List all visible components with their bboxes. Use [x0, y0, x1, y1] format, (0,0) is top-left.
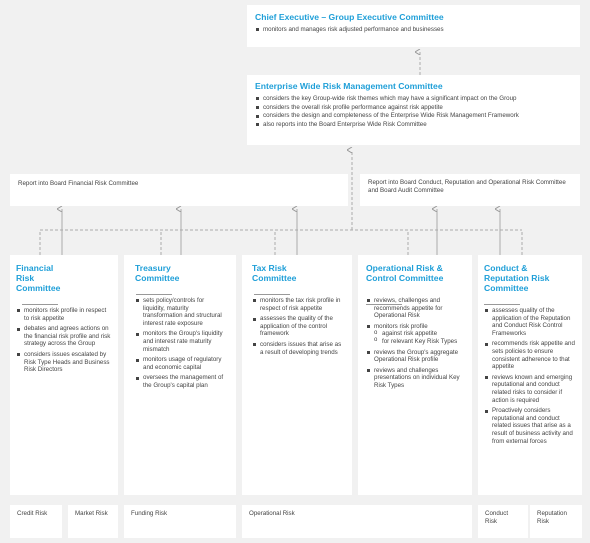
committee-item: oversees the management of the Group's capital plan: [135, 374, 226, 389]
financial-risk-committee-list: [16, 307, 112, 374]
category-market-risk: Market Risk: [68, 505, 118, 538]
committee-item: reviews known and emerging reputational and conduct related risks to consider if action is required: [484, 374, 576, 404]
report-conduct-text: Report into Board Conduct, Reputation and Operational Risk Committee and Board Audit Committee: [368, 179, 566, 194]
operational-risk-control-committee-box: [358, 255, 472, 495]
committee-item: monitors risk profile in respect to risk appetite: [16, 307, 112, 322]
category-reputation-risk: Reputation Risk: [530, 505, 582, 538]
committee-item: Proactively considers reputational and conduct related issues that arise as a result of business activity and from external forces: [484, 407, 576, 445]
conduct-reputation-risk-committee-title: Conduct & Reputation Risk Committee: [484, 263, 550, 293]
committee-item: monitors the Group's liquidity and interest rate maturity mismatch: [135, 330, 226, 353]
treasury-committee-box: [124, 255, 236, 495]
ewrmc-item: considers the overall risk profile performance against risk appetite: [255, 104, 572, 112]
tax-risk-committee-box: [242, 255, 352, 495]
report-conduct-box: [360, 174, 580, 206]
treasury-committee-list: [135, 297, 226, 390]
category-operational-risk: Operational Risk: [242, 505, 472, 538]
sub-item: o for relevant Key Risk Types: [374, 338, 464, 346]
chief-executive-title: Chief Executive – Group Executive Committee: [255, 12, 444, 22]
committee-item: considers issues escalated by Risk Type Heads and Business Risk Directors: [16, 351, 112, 374]
committee-item: considers issues that arise as a result of developing trends: [252, 341, 342, 356]
ewrmc-title: Enterprise Wide Risk Management Committee: [255, 81, 443, 91]
operational-risk-control-committee-list: [366, 297, 464, 390]
committee-item: reviews the Group's aggregate Operational Risk profile: [366, 349, 464, 364]
committee-item: sets policy/controls for liquidity, maturity transformation and structural interest rate exposure: [135, 297, 226, 327]
financial-risk-committee-title: Financial Risk Committee: [16, 263, 61, 293]
category-funding-risk: Funding Risk: [124, 505, 236, 538]
treasury-committee-title: Treasury Committee: [135, 263, 180, 283]
ewrmc-item: considers the design and completeness of the Enterprise Wide Risk Management Framework: [255, 112, 572, 120]
ewrmc-list: [255, 95, 572, 128]
chief-executive-box: [247, 5, 580, 47]
committee-item: [366, 323, 464, 346]
title-divider: [22, 304, 58, 305]
committee-item: assesses the quality of the application of the control framework: [252, 315, 342, 338]
conduct-reputation-risk-committee-list: [484, 307, 576, 445]
title-divider: [254, 294, 290, 295]
ewrmc-box: [247, 75, 580, 145]
category-credit-risk: Credit Risk: [10, 505, 62, 538]
committee-item: monitors the tax risk profile in respect of risk appetite: [252, 297, 342, 312]
title-divider: [136, 294, 172, 295]
chief-executive-list: [255, 26, 572, 34]
report-financial-box: [10, 174, 348, 206]
tax-risk-committee-list: [252, 297, 342, 356]
committee-item-text: monitors risk profile: [374, 322, 428, 330]
committee-item: reviews, challenges and recommends appetite for Operational Risk: [366, 297, 464, 320]
category-conduct-risk: Conduct Risk: [478, 505, 528, 538]
report-financial-text: Report into Board Financial Risk Committee: [18, 180, 139, 187]
operational-risk-control-committee-title: Operational Risk & Control Committee: [366, 263, 444, 283]
financial-risk-committee-box: [10, 255, 118, 495]
sub-list: [374, 330, 464, 345]
conduct-reputation-risk-committee-box: [478, 255, 582, 495]
committee-item: monitors usage of regulatory and economic capital: [135, 356, 226, 371]
tax-risk-committee-title: Tax Risk Committee: [252, 263, 297, 283]
committee-item: debates and agrees actions on the financial risk profile and risk strategy across the Group: [16, 325, 112, 348]
committee-item: recommends risk appetite and sets policies to ensure consistent adherence to that appetite: [484, 340, 576, 370]
title-divider: [484, 304, 520, 305]
ewrmc-item: considers the key Group-wide risk themes which may have a significant impact on the Group: [255, 95, 572, 103]
chief-executive-item: monitors and manages risk adjusted performance and businesses: [255, 26, 572, 34]
sub-item: o against risk appetite: [374, 330, 464, 338]
committee-item: reviews and challenges presentations on individual Key Risk Types: [366, 367, 464, 390]
committee-item: assesses quality of the application of the Reputation and Conduct Risk Control Frameworks: [484, 307, 576, 337]
ewrmc-item: also reports into the Board Enterprise Wide Risk Committee: [255, 121, 572, 129]
